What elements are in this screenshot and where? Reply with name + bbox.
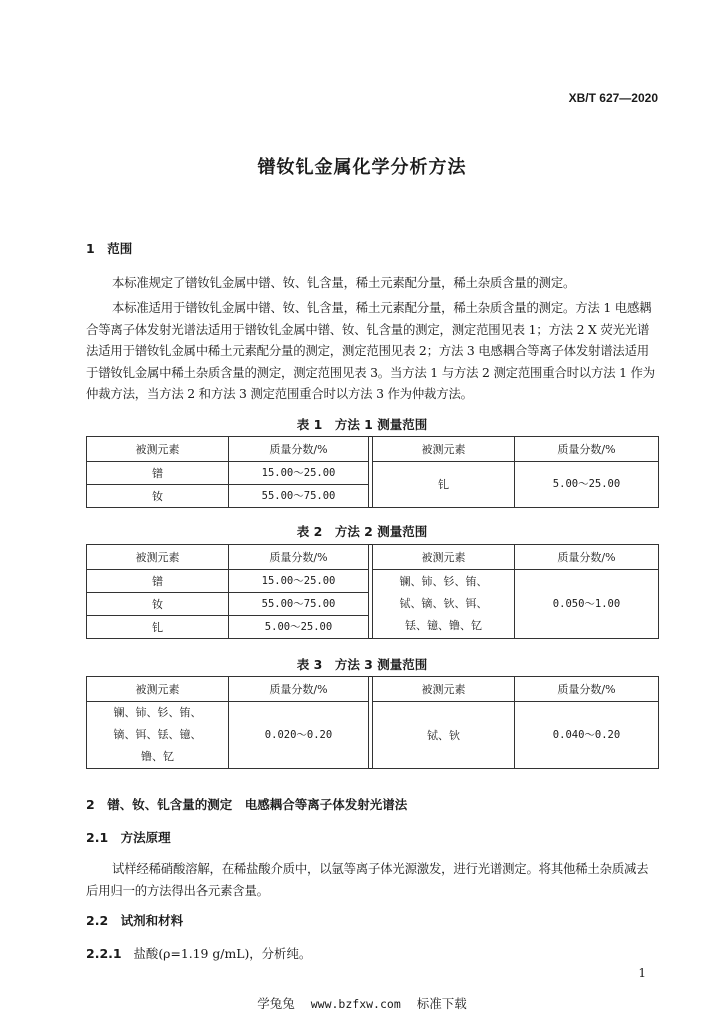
page-number: 1 (638, 966, 646, 980)
header-cell: 被测元素 (373, 437, 515, 462)
header-cell: 被测元素 (87, 545, 229, 570)
item-2-2-1 (86, 944, 311, 962)
element-cell: 镨 (87, 570, 229, 593)
element-list-cell (373, 570, 515, 639)
table-row (87, 545, 659, 570)
table-row (87, 462, 659, 485)
header-cell: 质量分数/% (515, 437, 659, 462)
standard-code: XB/T 627—2020 (568, 91, 658, 105)
section-2-1-paragraph: 试样经稀硝酸溶解，在稀盐酸介质中，以氩等离子体光源激发，进行光谱测定。将其他稀土杂质减去后用归一的方法得出各元素含量。 (86, 861, 649, 898)
footer-tagline: 标准下载 (416, 996, 467, 1011)
header-cell: 被测元素 (373, 677, 515, 702)
section-1-paragraph-1: 本标准规定了镨钕钆金属中镨、钕、钆含量，稀土元素配分量，稀土杂质含量的测定。 (112, 275, 576, 290)
range-cell: 5.00～25.00 (229, 616, 369, 639)
section-1-paragraph-2: 本标准适用于镨钕钆金属中镨、钕、钆含量，稀土元素配分量，稀土杂质含量的测定。方法 1 电感耦合等离子体发射光谱法适用于镨钕钆金属中镨、钕、钆含量的测定，测定范围见表 1；方法 2 X 荧光光谱法适用于镨钕钆金属中稀土元素配分量的测定，测定范围见表 2；方法 3 电感耦合等离子体发射谱法适用于镨钕钆金属中稀土杂质含量的测定，测定范围见表 3。当方法 1 与方法 2 测定范围重合时以方法 1 作为仲裁方法，当方法 2 和方法 3 测定范围重合时以方法 3 作为仲裁方法。 (86, 300, 655, 401)
section-2-2-heading: 2.2 试剂和材料 (86, 913, 184, 928)
element-list-line: 镝、铒、铥、镱、 (113, 728, 202, 741)
element-cell: 镨 (87, 462, 229, 485)
element-list-line: 镧、铈、钐、铕、 (113, 706, 202, 719)
element-cell: 钕 (87, 593, 229, 616)
element-cell: 钆 (87, 616, 229, 639)
element-list-line: 铽、镝、钬、铒、 (399, 597, 488, 610)
header-cell: 被测元素 (87, 437, 229, 462)
range-cell: 55.00～75.00 (229, 593, 369, 616)
element-list-line: 镥、钇 (141, 750, 174, 763)
table-row (87, 677, 659, 702)
range-cell: 15.00～25.00 (229, 462, 369, 485)
element-cell: 钆 (373, 462, 515, 508)
table-row (87, 437, 659, 462)
item-text: 盐酸(ρ=1.19 g/mL)，分析纯。 (133, 946, 312, 961)
range-cell: 55.00～75.00 (229, 485, 369, 508)
header-cell: 质量分数/% (229, 437, 369, 462)
header-cell: 质量分数/% (229, 545, 369, 570)
element-cell: 铽、钬 (373, 702, 515, 769)
document-title: 镨钕钆金属化学分析方法 (257, 157, 467, 178)
element-cell: 钕 (87, 485, 229, 508)
range-cell: 0.050～1.00 (515, 570, 659, 639)
range-cell: 15.00～25.00 (229, 570, 369, 593)
table-2 (86, 544, 659, 639)
table-1 (86, 436, 659, 508)
element-list-line: 镧、铈、钐、铕、 (399, 575, 488, 588)
element-list-line: 铥、镱、镥、钇 (405, 619, 482, 632)
table-row (87, 702, 659, 769)
range-cell: 0.020～0.20 (229, 702, 369, 769)
item-number: 2.2.1 (86, 946, 122, 961)
section-2-heading: 2 镨、钕、钆含量的测定 电感耦合等离子体发射光谱法 (86, 797, 408, 812)
table-2-caption: 表 2 方法 2 测量范围 (296, 524, 428, 539)
footer-site-name: 学兔兔 (257, 996, 295, 1011)
footer-url[interactable]: www.bzfxw.com (310, 997, 401, 1011)
footer (0, 994, 724, 1012)
table-row (87, 570, 659, 593)
table-3-caption: 表 3 方法 3 测量范围 (296, 657, 428, 672)
range-cell: 0.040～0.20 (515, 702, 659, 769)
table-1-caption: 表 1 方法 1 测量范围 (296, 417, 428, 432)
range-cell: 5.00～25.00 (515, 462, 659, 508)
header-cell: 质量分数/% (229, 677, 369, 702)
header-cell: 质量分数/% (515, 677, 659, 702)
header-cell: 被测元素 (373, 545, 515, 570)
header-cell: 被测元素 (87, 677, 229, 702)
element-list-cell (87, 702, 229, 769)
table-3 (86, 676, 659, 769)
section-2-1-heading: 2.1 方法原理 (86, 830, 171, 845)
section-1-heading: 1 范围 (86, 241, 133, 256)
header-cell: 质量分数/% (515, 545, 659, 570)
